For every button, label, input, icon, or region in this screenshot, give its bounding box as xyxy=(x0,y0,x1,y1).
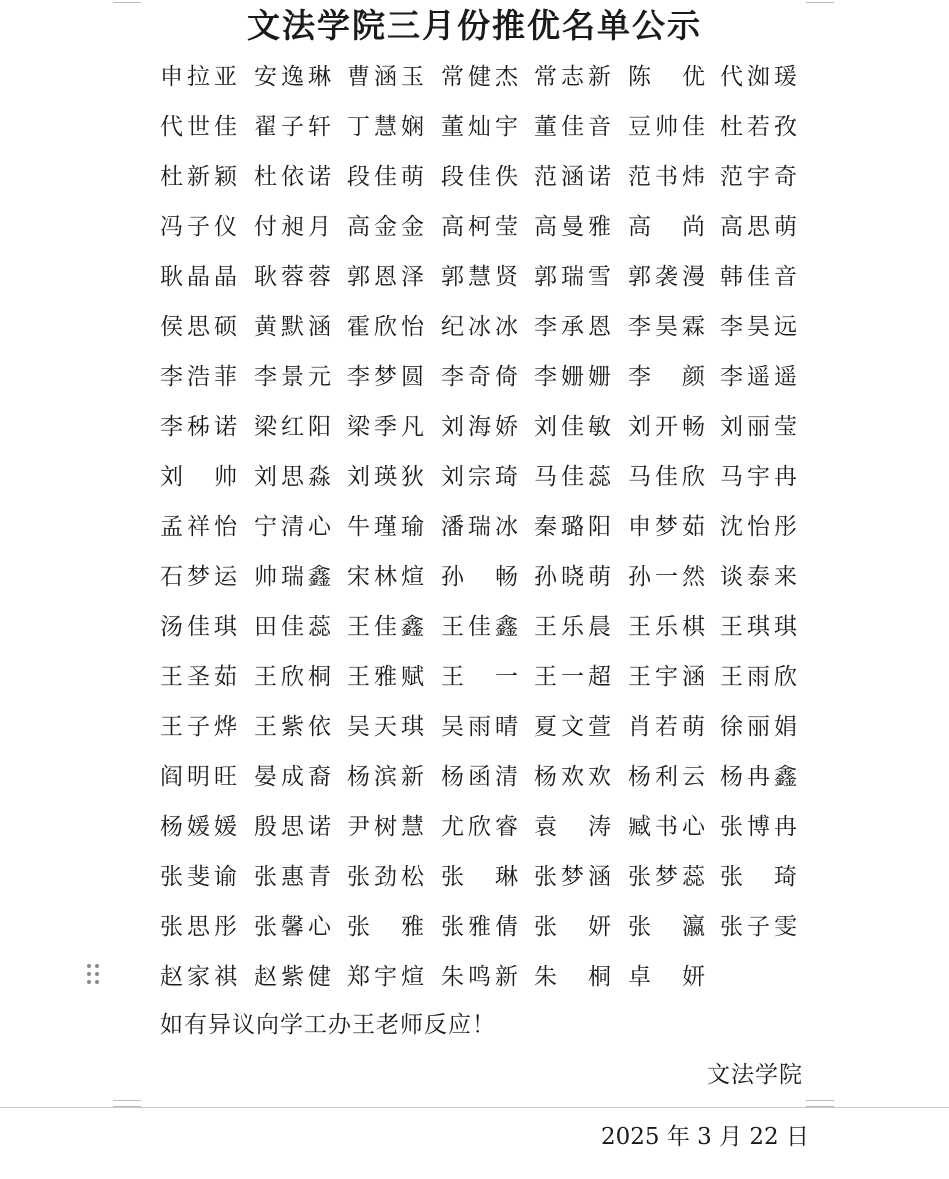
name-entry: 肖 若 萌 xyxy=(628,714,706,740)
name-entry: 张 博 冉 xyxy=(720,814,798,840)
name-entry: 耿 蓉 蓉 xyxy=(254,264,332,290)
name-entry: 尹 树 慧 xyxy=(347,814,425,840)
name-entry: 杜 新 颖 xyxy=(160,164,238,190)
name-entry: 梁 季 凡 xyxy=(347,414,425,440)
name-entry: 张 雅 xyxy=(347,914,425,940)
name-entry: 范 书 炜 xyxy=(628,164,706,190)
name-row xyxy=(160,704,820,754)
name-entry: 牛 瑾 瑜 xyxy=(347,514,425,540)
name-entry: 申 梦 茹 xyxy=(628,514,706,540)
name-entry: 高 尚 xyxy=(628,214,706,240)
name-entry: 梁 红 阳 xyxy=(254,414,332,440)
name-entry: 冯 子 仪 xyxy=(160,214,238,240)
name-entry: 张 子 雯 xyxy=(720,914,798,940)
name-entry: 郑 宇 煊 xyxy=(347,964,425,990)
name-entry: 耿 晶 晶 xyxy=(160,264,238,290)
name-entry: 侯 思 硕 xyxy=(160,314,238,340)
name-entry: 孙 畅 xyxy=(441,564,519,590)
name-entry: 晏 成 裔 xyxy=(254,764,332,790)
name-entry: 李 姗 姗 xyxy=(534,364,612,390)
name-entry: 谈 泰 来 xyxy=(720,564,798,590)
name-entry: 张 妍 xyxy=(534,914,612,940)
name-entry: 代 世 佳 xyxy=(160,114,238,140)
name-entry: 高 柯 莹 xyxy=(441,214,519,240)
page-break-divider xyxy=(0,1107,949,1108)
name-entry: 潘 瑞 冰 xyxy=(441,514,519,540)
name-entry: 张 惠 青 xyxy=(254,864,332,890)
name-entry: 张 琳 xyxy=(441,864,519,890)
name-entry: 帅 瑞 鑫 xyxy=(254,564,332,590)
name-entry: 宋 林 煊 xyxy=(347,564,425,590)
name-entry: 董 佳 音 xyxy=(534,114,612,140)
name-entry: 曹 涵 玉 xyxy=(347,64,425,90)
name-entry: 杨 函 清 xyxy=(441,764,519,790)
name-entry: 张 斐 谕 xyxy=(160,864,238,890)
name-entry: 郭 恩 泽 xyxy=(347,264,425,290)
name-entry: 杨 利 云 xyxy=(628,764,706,790)
name-entry: 高 曼 雅 xyxy=(534,214,612,240)
name-entry: 付 昶 月 xyxy=(254,214,332,240)
name-entry: 殷 思 诺 xyxy=(254,814,332,840)
name-entry: 王 雨 欣 xyxy=(720,664,798,690)
objection-notice: 如有异议向学工办王老师反应！ xyxy=(160,1012,496,1038)
name-entry: 马 佳 欣 xyxy=(628,464,706,490)
name-entry: 王 圣 茹 xyxy=(160,664,238,690)
name-entry: 段 佳 萌 xyxy=(347,164,425,190)
margin-corner-mark xyxy=(113,1100,141,1107)
name-entry: 安 逸 琳 xyxy=(254,64,332,90)
name-entry: 申 拉 亚 xyxy=(160,64,238,90)
name-entry: 韩 佳 音 xyxy=(720,264,798,290)
name-entry: 王 乐 晨 xyxy=(534,614,612,640)
name-entry: 朱 桐 xyxy=(534,964,612,990)
name-entry: 李 奇 倚 xyxy=(441,364,519,390)
name-entry: 马 宇 冉 xyxy=(720,464,798,490)
name-entry: 孙 晓 萌 xyxy=(534,564,612,590)
name-entry: 李 梦 圆 xyxy=(347,364,425,390)
name-entry: 纪 冰 冰 xyxy=(441,314,519,340)
name-entry: 张 梦 蕊 xyxy=(628,864,706,890)
name-entry: 李 昊 远 xyxy=(720,314,798,340)
name-entry: 代 洳 瑗 xyxy=(720,64,798,90)
name-entry: 王 一 xyxy=(441,664,519,690)
name-entry: 刘 丽 莹 xyxy=(720,414,798,440)
name-row xyxy=(160,854,820,904)
name-entry: 常 志 新 xyxy=(534,64,612,90)
name-entry: 张 琦 xyxy=(720,864,798,890)
name-entry: 郭 慧 贤 xyxy=(441,264,519,290)
name-entry: 郭 袭 漫 xyxy=(628,264,706,290)
name-row xyxy=(160,204,820,254)
name-entry: 翟 子 轩 xyxy=(254,114,332,140)
name-entry: 田 佳 蕊 xyxy=(254,614,332,640)
name-entry: 张 雅 倩 xyxy=(441,914,519,940)
name-entry: 孙 一 然 xyxy=(628,564,706,590)
name-entry: 杨 媛 媛 xyxy=(160,814,238,840)
name-entry: 刘 佳 敏 xyxy=(534,414,612,440)
name-row xyxy=(160,904,820,954)
name-entry: 孟 祥 怡 xyxy=(160,514,238,540)
name-row xyxy=(160,604,820,654)
name-entry: 李 浩 菲 xyxy=(160,364,238,390)
name-list xyxy=(160,54,820,1004)
name-entry: 刘 瑛 狄 xyxy=(347,464,425,490)
name-entry: 范 涵 诺 xyxy=(534,164,612,190)
name-entry: 袁 涛 xyxy=(534,814,612,840)
name-entry: 夏 文 萱 xyxy=(534,714,612,740)
name-entry: 李 遥 遥 xyxy=(720,364,798,390)
name-entry: 杨 冉 鑫 xyxy=(720,764,798,790)
name-row xyxy=(160,304,820,354)
name-entry: 刘 开 畅 xyxy=(628,414,706,440)
name-entry: 李 颜 xyxy=(628,364,706,390)
name-entry: 徐 丽 娟 xyxy=(720,714,798,740)
name-entry: 张 馨 心 xyxy=(254,914,332,940)
name-entry: 高 思 萌 xyxy=(720,214,798,240)
name-entry: 杜 依 诺 xyxy=(254,164,332,190)
name-entry: 赵 紫 健 xyxy=(254,964,332,990)
name-entry: 黄 默 涵 xyxy=(254,314,332,340)
name-entry: 王 乐 棋 xyxy=(628,614,706,640)
publish-date: 2025 年 3 月 22 日 xyxy=(601,1124,809,1150)
name-row xyxy=(160,354,820,404)
name-row xyxy=(160,404,820,454)
drag-handle-icon[interactable] xyxy=(87,964,101,986)
name-entry: 吴 雨 晴 xyxy=(441,714,519,740)
name-row xyxy=(160,654,820,704)
name-entry: 刘 海 娇 xyxy=(441,414,519,440)
name-entry: 王 子 烨 xyxy=(160,714,238,740)
name-row xyxy=(160,954,820,1004)
name-entry: 王 一 超 xyxy=(534,664,612,690)
name-entry: 李 景 元 xyxy=(254,364,332,390)
name-row xyxy=(160,104,820,154)
name-entry: 赵 家 祺 xyxy=(160,964,238,990)
name-row xyxy=(160,754,820,804)
name-entry: 段 佳 佚 xyxy=(441,164,519,190)
name-entry: 秦 璐 阳 xyxy=(534,514,612,540)
name-entry: 马 佳 蕊 xyxy=(534,464,612,490)
name-entry: 石 梦 运 xyxy=(160,564,238,590)
name-entry: 王 紫 依 xyxy=(254,714,332,740)
name-entry: 刘 宗 琦 xyxy=(441,464,519,490)
name-row xyxy=(160,254,820,304)
name-entry: 杜 若 孜 xyxy=(720,114,798,140)
name-entry: 常 健 杰 xyxy=(441,64,519,90)
name-entry: 李 秭 诺 xyxy=(160,414,238,440)
name-entry: 王 宇 涵 xyxy=(628,664,706,690)
name-entry: 郭 瑞 雪 xyxy=(534,264,612,290)
name-entry: 霍 欣 怡 xyxy=(347,314,425,340)
name-row xyxy=(160,804,820,854)
name-entry: 张 瀛 xyxy=(628,914,706,940)
name-entry: 汤 佳 琪 xyxy=(160,614,238,640)
name-entry: 张 思 彤 xyxy=(160,914,238,940)
page-title: 文法学院三月份推优名单公示 xyxy=(247,6,702,45)
name-entry: 张 梦 涵 xyxy=(534,864,612,890)
name-entry: 阎 明 旺 xyxy=(160,764,238,790)
name-row xyxy=(160,54,820,104)
name-row xyxy=(160,454,820,504)
name-entry: 尤 欣 睿 xyxy=(441,814,519,840)
name-entry: 王 佳 鑫 xyxy=(441,614,519,640)
name-entry: 丁 慧 娴 xyxy=(347,114,425,140)
margin-corner-mark xyxy=(806,1100,834,1107)
name-entry: 王 琪 琪 xyxy=(720,614,798,640)
name-entry: 王 雅 赋 xyxy=(347,664,425,690)
name-entry: 臧 书 心 xyxy=(628,814,706,840)
name-entry: 豆 帅 佳 xyxy=(628,114,706,140)
name-entry: 张 劲 松 xyxy=(347,864,425,890)
name-entry: 高 金 金 xyxy=(347,214,425,240)
name-entry: 王 欣 桐 xyxy=(254,664,332,690)
name-entry: 杨 滨 新 xyxy=(347,764,425,790)
name-entry: 陈 优 xyxy=(628,64,706,90)
name-entry: 王 佳 鑫 xyxy=(347,614,425,640)
name-entry: 李 昊 霖 xyxy=(628,314,706,340)
name-row xyxy=(160,554,820,604)
name-entry: 宁 清 心 xyxy=(254,514,332,540)
name-entry: 李 承 恩 xyxy=(534,314,612,340)
name-entry: 刘 帅 xyxy=(160,464,238,490)
signature: 文法学院 xyxy=(707,1062,803,1088)
name-row xyxy=(160,154,820,204)
name-entry: 刘 思 淼 xyxy=(254,464,332,490)
name-entry: 杨 欢 欢 xyxy=(534,764,612,790)
name-entry: 朱 鸣 新 xyxy=(441,964,519,990)
name-entry: 董 灿 宇 xyxy=(441,114,519,140)
name-row xyxy=(160,504,820,554)
name-entry: 卓 妍 xyxy=(628,964,706,990)
name-entry: 范 宇 奇 xyxy=(720,164,798,190)
name-entry: 沈 怡 彤 xyxy=(720,514,798,540)
name-entry: 吴 天 琪 xyxy=(347,714,425,740)
